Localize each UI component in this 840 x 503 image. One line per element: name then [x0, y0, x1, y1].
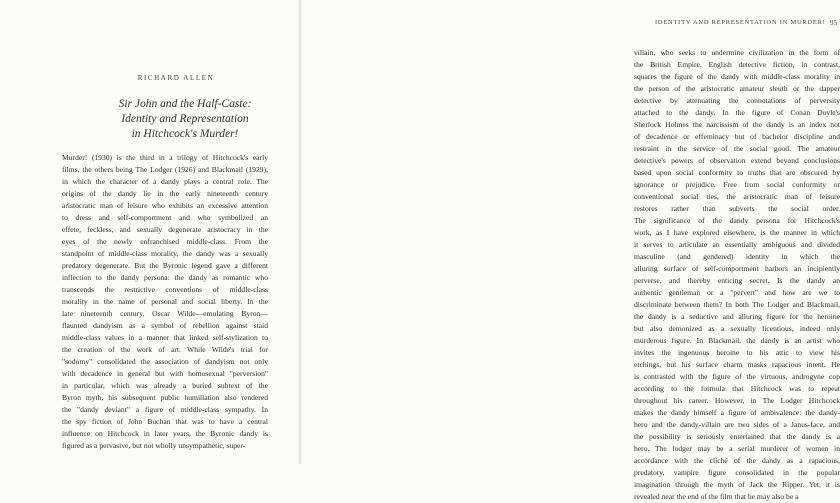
text-line: Byron myth, his subsequent public humiliation also rendered — [62, 393, 268, 402]
text-line: ignorance or prejudice. Free from social conformity or — [634, 180, 840, 189]
text-line: the person of the aristocratic amateur sleuth or the dapper — [634, 84, 840, 93]
running-head: IDENTITY AND REPRESENTATION IN MURDER! — [655, 19, 826, 26]
text-line: standpoint of middle-class morality, the dandy was a sexually — [62, 249, 268, 258]
text-line: aristocratic man of leisure who exhibits an excessive attention — [62, 201, 268, 210]
article-title-line: in Hitchcock's Murder! — [131, 128, 239, 140]
text-line: predatory, vampire figure consolidated in the popular — [634, 468, 840, 477]
text-line: accordance with the cliché of the dandy as a rapacious, — [634, 456, 840, 465]
text-line: figured as a pervasive, but not wholly unsympathetic, super- — [62, 441, 246, 450]
text-line: transcends the restrictive conventions of middle-class — [62, 285, 268, 294]
article-title-line: Identity and Representation — [121, 113, 249, 125]
left-body-text — [62, 152, 268, 452]
text-line: restores rather than subverts the social order. — [634, 204, 840, 213]
right-body-text — [634, 47, 840, 503]
text-line: imagination through the myth of Jack the Ripper. Yet, it is — [634, 480, 840, 489]
text-line: films, the others being The Lodger (1926) and Blackmail (1929), — [62, 165, 268, 174]
text-line: squares the figure of the dandy with middle-class morality in — [634, 72, 840, 81]
text-line: influence on Hitchcock in later years, the Byronic dandy is — [62, 429, 268, 438]
text-line: invites the ingenuous heroine to his attic to view his — [634, 348, 840, 357]
text-line: but also demonized as a sexually licentious, indeed only — [634, 324, 840, 333]
text-line: perverse, and thereby enticing secret. Is the dandy an — [634, 276, 840, 285]
text-line: hero and the dandy-villain are two sides of a Janus-face, and — [634, 420, 840, 429]
text-line: hero. The lodger may be a serial murderer of women in — [634, 444, 840, 453]
text-line: attached to the dandy. In the figure of Conan Doyle's — [634, 108, 840, 117]
article-title-line: Sir John and the Half-Caste: — [118, 98, 252, 110]
text-line: inflection to the dandy persona: the dandy as romantic who — [62, 273, 268, 282]
text-line: conventional social ties, the aristocratic man of leisure — [634, 192, 840, 201]
right-page — [300, 0, 840, 501]
text-line: authentic gentleman or a "pervert" and how are we to — [634, 288, 840, 297]
text-line: late nineteenth century, Oscar Wilde—emulating Byron— — [62, 309, 268, 318]
article-title — [100, 97, 270, 142]
text-line: makes the dandy himself a figure of ambivalence: the dandy- — [634, 408, 840, 417]
text-line: villain, who seeks to undermine civilization in the form of — [634, 48, 840, 57]
text-line: flaunted dandyism as a symbol of rebellion against staid — [62, 321, 268, 330]
text-line: murderous figure. In Blackmail, the dandy is an artist who — [634, 336, 840, 345]
text-line: of decadence or effeminacy but of bachelor discipline and — [634, 132, 840, 141]
text-line: "sodomy" consolidated the association of dandyism not only — [62, 357, 268, 366]
text-line: restraint in the service of the social good. The amateur — [634, 144, 840, 153]
text-line: the British Empire. English detective fiction, in contrast, — [634, 60, 840, 69]
text-line: discriminate between them? In both The Lodger and Blackmail, — [634, 300, 840, 309]
text-line: alluring surface of self-comportment harbors an incipiently — [634, 264, 840, 273]
text-line: is contrasted with the figure of the virtuous, androgyne cop — [634, 372, 840, 381]
text-line: revealed near the end of the film that he may also be a — [634, 492, 799, 501]
text-line: eyes of the newly enfranchised middle-class. From the — [62, 237, 268, 246]
text-line: masculine (and gendered) identity in which the — [634, 252, 840, 261]
text-line: the dandy is a seductive and alluring figure for the heroine — [634, 312, 840, 321]
text-line: according to the formula that Hitchcock was to repeat — [634, 384, 840, 393]
author-name: RICHARD ALLEN — [137, 74, 215, 82]
text-line: work, as I have explored elsewhere, is the manner in which — [634, 228, 840, 237]
left-page — [0, 0, 300, 464]
text-line: detective by attenuating the connotations of perversity — [634, 96, 840, 105]
text-line: the spy fiction of John Buchan that was to have a central — [62, 417, 268, 426]
text-line: predatory degenerate. But the Byronic legend gave a different — [62, 261, 268, 270]
text-line: morality in the name of personal and social liberty. In the — [62, 297, 268, 306]
text-line: based upon social conformity to truths that are obscured by — [634, 168, 840, 177]
text-line: effete, feckless, and sexually degenerate aristocracy in the — [62, 225, 268, 234]
text-line: in which the character of a dandy plays a central role. The — [62, 177, 268, 186]
text-line: in particular, which was already a buried subtext of the — [62, 381, 268, 390]
text-line: middle-class values in a manner that linked self-stylization to — [62, 333, 268, 342]
text-line: the "dandy deviant" a figure of middle-class sympathy. In — [62, 405, 268, 414]
text-line: detective's powers of observation extend beyond conclusions — [634, 156, 840, 165]
text-line: etchings, but his surface charm masks rapacious intent. He — [634, 360, 840, 369]
text-line: throughout his career. However, in The Lodger Hitchcock — [634, 396, 840, 405]
text-line: Sherlock Holmes the narcissism of the dandy is an index not — [634, 120, 840, 129]
text-line: The significance of the dandy persona for Hitchcock's — [634, 216, 840, 225]
text-line: the possibility is seriously entertained that the dandy is a — [634, 432, 840, 441]
text-line: the creation of the work of art. While Wilde's trial for — [62, 345, 268, 354]
text-line: to dress and self-comportment and who symbolized an — [62, 213, 268, 222]
text-line: Murder! (1930) is the third in a trilogy of Hitchcock's early — [62, 153, 268, 162]
text-line: it serves to articulate an essentially ambiguous and divided — [634, 240, 840, 249]
text-line: origins of the dandy lie in the early nineteenth century — [62, 189, 268, 198]
page-number: 95 — [830, 19, 837, 27]
text-line: with decadence in general but with homosexual "perversion" — [62, 369, 268, 378]
